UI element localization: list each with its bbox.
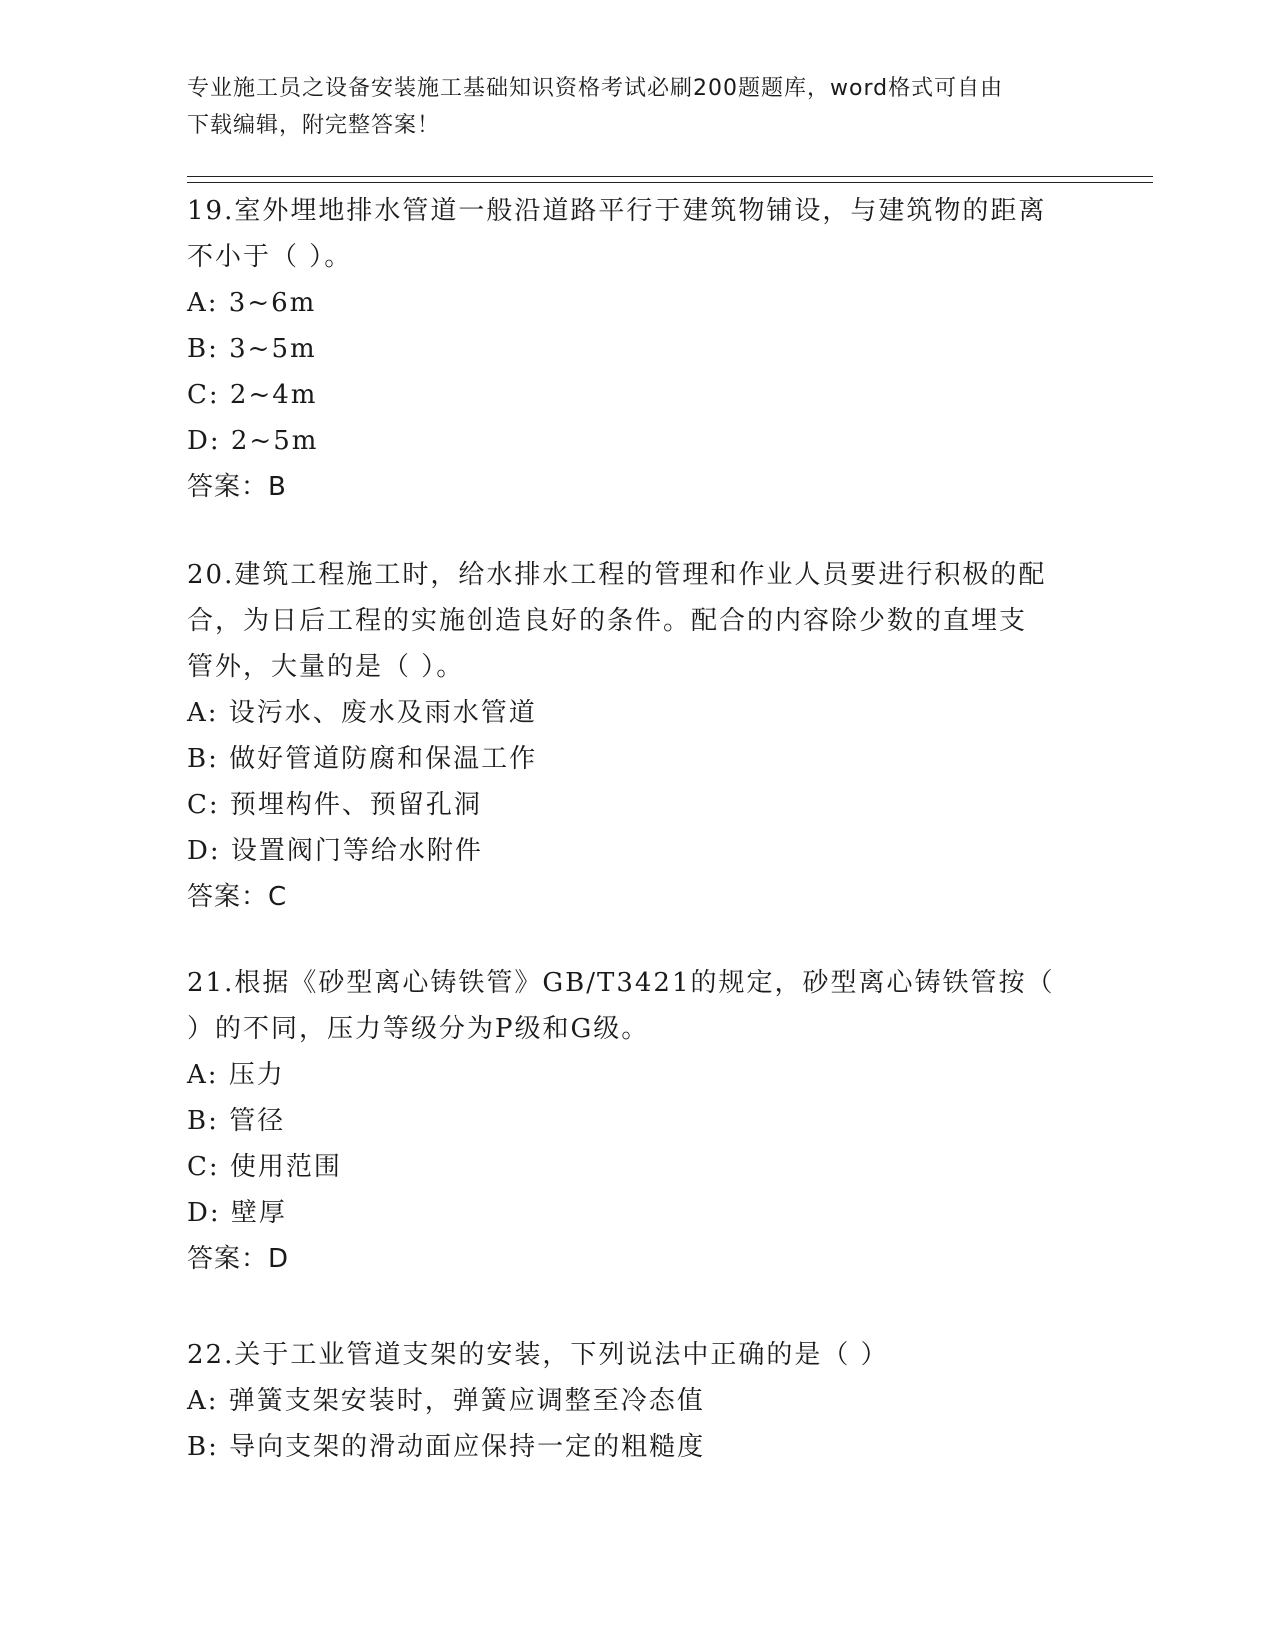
answer: 答案：C [187,882,288,912]
question-stem-line: 21.根据《砂型离心铸铁管》GB/T3421的规定，砂型离心铸铁管按（ [187,968,1055,998]
question-19 [187,188,1087,510]
question-stem-line: 19.室外埋地排水管道一般沿道路平行于建筑物铺设，与建筑物的距离 [187,196,1047,226]
document-header [187,70,1087,144]
option-d: D: 壁厚 [187,1198,287,1228]
option-a: A: 设污水、废水及雨水管道 [187,698,537,728]
question-stem-line: 20.建筑工程施工时，给水排水工程的管理和作业人员要进行积极的配 [187,560,1047,590]
option-b: B: 做好管道防腐和保温工作 [187,744,538,774]
question-stem-line: 22.关于工业管道支架的安装，下列说法中正确的是（ ） [187,1340,889,1370]
option-d: D: 设置阀门等给水附件 [187,836,483,866]
header-divider-top [187,176,1153,177]
question-stem-line: ）的不同，压力等级分为P级和G级。 [187,1014,650,1044]
question-stem-line: 合，为日后工程的实施创造良好的条件。配合的内容除少数的直埋支 [187,606,1028,636]
question-stem-line: 不小于（ ）。 [187,242,353,272]
option-c: C: 预埋构件、预留孔洞 [187,790,482,820]
header-divider-bottom [187,182,1153,183]
option-c: C: 2~4m [187,380,318,410]
option-a: A: 3~6m [187,288,317,318]
option-c: C: 使用范围 [187,1152,342,1182]
answer: 答案：D [187,1244,290,1274]
header-line-1: 专业施工员之设备安装施工基础知识资格考试必刷200题题库，word格式可自由 [187,76,1004,101]
option-a: A: 弹簧支架安装时，弹簧应调整至冷态值 [187,1386,705,1416]
option-d: D: 2~5m [187,426,319,456]
question-21 [187,960,1087,1282]
answer: 答案：B [187,472,287,502]
question-20 [187,552,1087,920]
header-line-2: 下载编辑，附完整答案！ [187,113,441,138]
option-b: B: 管径 [187,1106,286,1136]
option-a: A: 压力 [187,1060,285,1090]
option-b: B: 导向支架的滑动面应保持一定的粗糙度 [187,1432,706,1462]
question-stem-line: 管外，大量的是（ ）。 [187,652,465,682]
option-b: B: 3~5m [187,334,317,364]
question-22 [187,1332,1087,1470]
